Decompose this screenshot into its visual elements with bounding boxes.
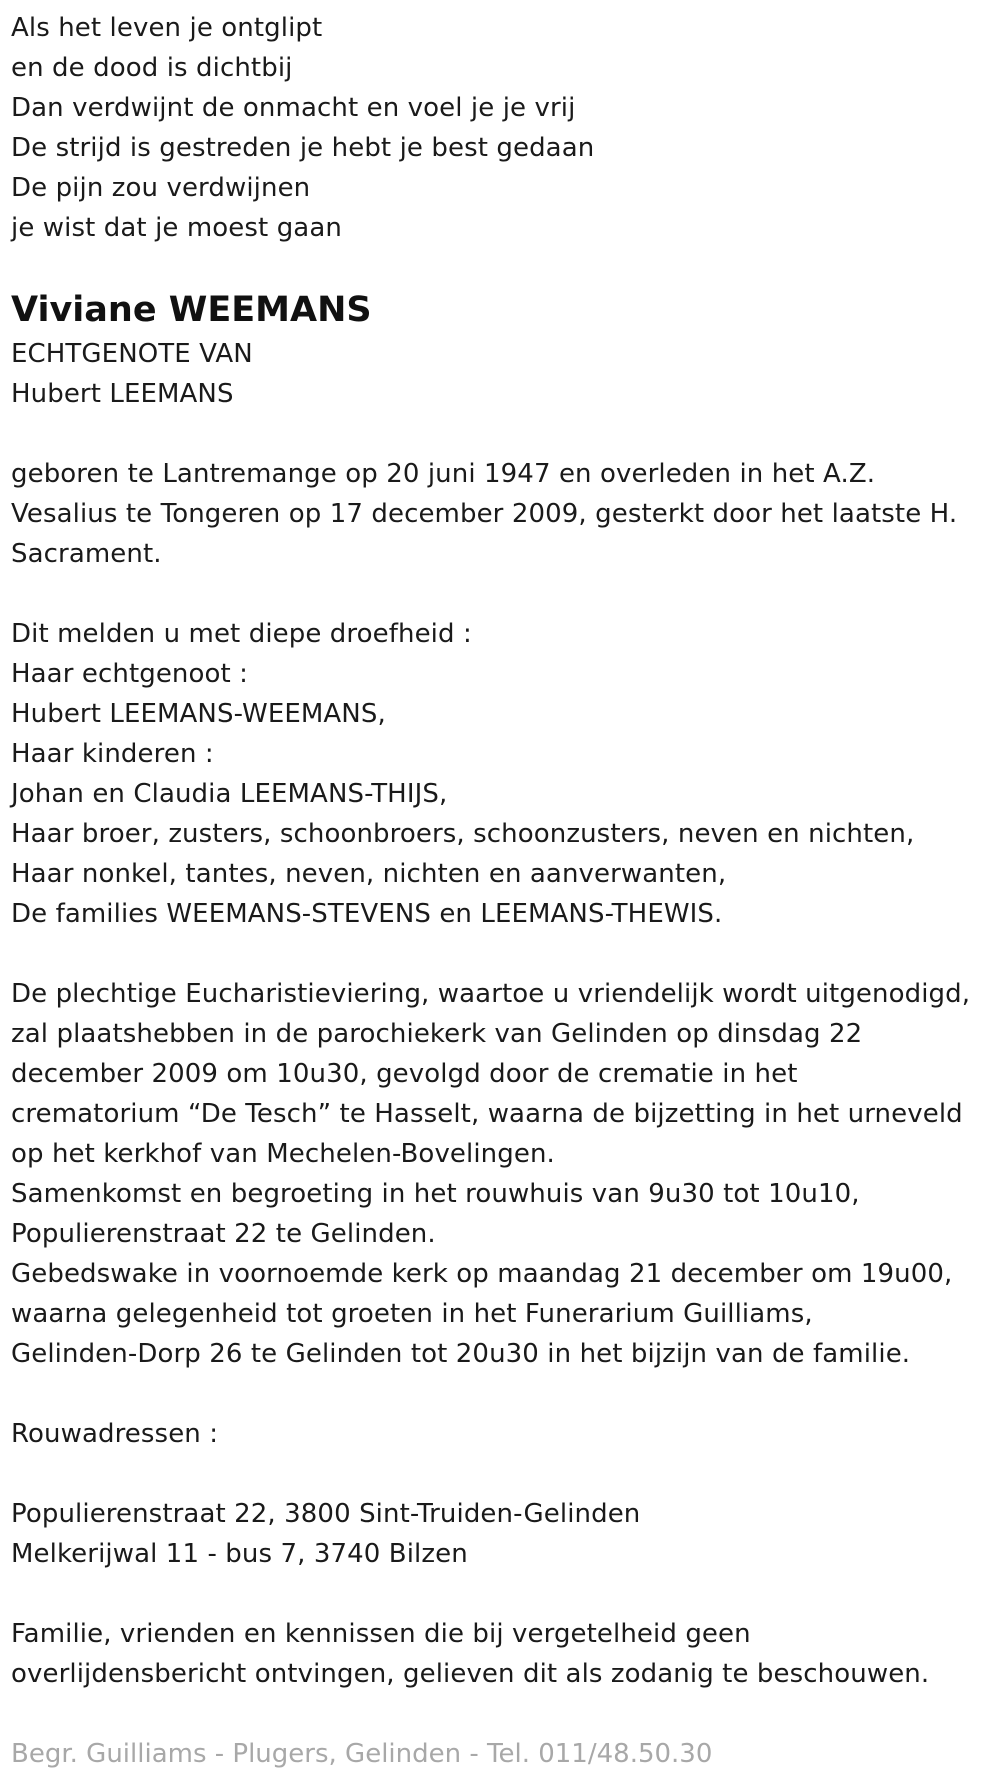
address-line: Melkerijwal 11 - bus 7, 3740 Bilzen (11, 1539, 468, 1569)
spacer (11, 1454, 1000, 1494)
poem-line: Dan verdwijnt de onmacht en voel je je vrij (11, 93, 576, 123)
poem-line: Als het leven je ontglipt (11, 13, 323, 43)
poem-line: en de dood is dichtbij (11, 53, 293, 83)
text-line: Populierenstraat 22 te Gelinden. (11, 1219, 436, 1249)
text-line: zal plaatshebben in de parochiekerk van Gelinden op dinsdag 22 (11, 1019, 863, 1049)
text-line: geboren te Lantremange op 20 juni 1947 en overleden in het A.Z. (11, 459, 876, 489)
text-line: Haar nonkel, tantes, neven, nichten en aanverwanten, (11, 859, 727, 889)
poem-line: je wist dat je moest gaan (11, 213, 342, 243)
text-line: december 2009 om 10u30, gevolgd door de crematie in het (11, 1059, 798, 1089)
poem (11, 8, 1000, 248)
mourners-list (11, 614, 1000, 934)
address-line: Populierenstraat 22, 3800 Sint-Truiden-Gelinden (11, 1499, 641, 1529)
spacer (11, 1374, 1000, 1414)
addresses-heading: Rouwadressen : (11, 1419, 219, 1449)
spacer (11, 1574, 1000, 1614)
text-line: Familie, vrienden en kennissen die bij vergetelheid geen (11, 1619, 751, 1649)
spacer (11, 934, 1000, 974)
text-line: Dit melden u met diepe droefheid : (11, 619, 472, 649)
text-line: Haar kinderen : (11, 739, 214, 769)
birth-death-paragraph (11, 454, 1000, 574)
closing-paragraph (11, 1614, 1000, 1694)
text-line: Vesalius te Tongeren op 17 december 2009, gesterkt door het laatste H. (11, 499, 958, 529)
text-line: Haar echtgenoot : (11, 659, 249, 689)
funeral-home-footer: Begr. Guilliams - Plugers, Gelinden - Tel. 011/48.50.30 (11, 1739, 713, 1769)
text-line: waarna gelegenheid tot groeten in het Funerarium Guilliams, (11, 1299, 813, 1329)
spouse-name: Hubert LEEMANS (11, 379, 234, 409)
spacer (11, 414, 1000, 454)
poem-line: De strijd is gestreden je hebt je best gedaan (11, 133, 595, 163)
text-line: Haar broer, zusters, schoonbroers, schoonzusters, neven en nichten, (11, 819, 915, 849)
deceased-name: Viviane WEEMANS (11, 290, 372, 330)
text-line: Sacrament. (11, 539, 162, 569)
ceremony-paragraph (11, 974, 1000, 1374)
spacer (11, 574, 1000, 614)
text-line: op het kerkhof van Mechelen-Bovelingen. (11, 1139, 555, 1169)
text-line: Samenkomst en begroeting in het rouwhuis van 9u30 tot 10u10, (11, 1179, 860, 1209)
text-line: Gelinden-Dorp 26 te Gelinden tot 20u30 in het bijzijn van de familie. (11, 1339, 911, 1369)
text-line: De families WEEMANS-STEVENS en LEEMANS-THEWIS. (11, 899, 723, 929)
text-line: Johan en Claudia LEEMANS-THIJS, (11, 779, 448, 809)
text-line: crematorium “De Tesch” te Hasselt, waarna de bijzetting in het urneveld (11, 1099, 963, 1129)
text-line: Gebedswake in voornoemde kerk op maandag 21 december om 19u00, (11, 1259, 953, 1289)
addresses-list (11, 1494, 1000, 1574)
text-line: Hubert LEEMANS-WEEMANS, (11, 699, 386, 729)
poem-line: De pijn zou verdwijnen (11, 173, 311, 203)
text-line: De plechtige Eucharistieviering, waartoe u vriendelijk wordt uitgenodigd, (11, 979, 971, 1009)
relation-label: ECHTGENOTE VAN (11, 339, 253, 369)
text-line: overlijdensbericht ontvingen, gelieven dit als zodanig te beschouwen. (11, 1659, 930, 1689)
